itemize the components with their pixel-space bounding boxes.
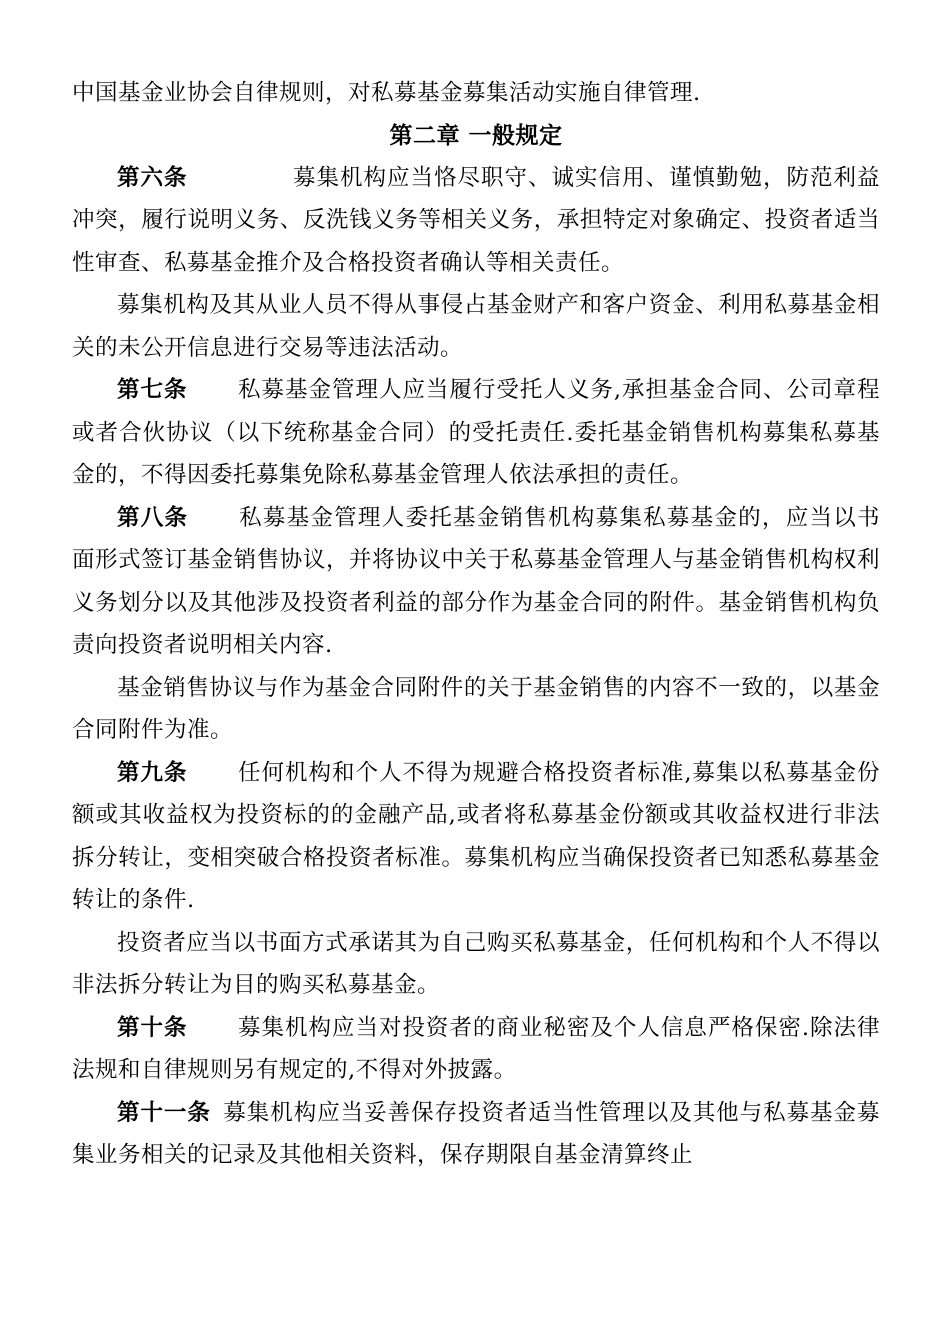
article-9-paragraph-1 [72,752,880,922]
article-9-number: 第九条 [117,759,188,786]
document-body [72,72,880,1177]
article-6-paragraph-1 [72,157,880,285]
article-6-number: 第六条 [117,164,188,191]
article-7-text-1: 私募基金管理人应当履行受托人义务,承担基金合同、公司章程或者合伙协议（以下统称基金合同）的受托责任.委托基金销售机构募集私募基金的，不得因委托募集免除私募基金管理人依法承担的责任。 [72,377,880,488]
article-11-number: 第十一条 [117,1099,211,1126]
article-6-text-1: 募集机构应当恪尽职守、诚实信用、谨慎勤勉，防范利益冲突，履行说明义务、反洗钱义务等相关义务，承担特定对象确定、投资者适当性审查、私募基金推介及合格投资者确认等相关责任。 [72,164,880,276]
article-10-paragraph-1 [72,1007,880,1092]
article-7-paragraph-1 [72,369,880,497]
article-10-text-1: 募集机构应当对投资者的商业秘密及个人信息严格保密.除法律法规和自律规则另有规定的,不得对外披露。 [72,1014,880,1083]
article-8-paragraph-1 [72,497,880,667]
intro-line: 中国基金业协会自律规则，对私募基金募集活动实施自律管理. [72,80,701,106]
article-8-number: 第八条 [117,504,189,531]
chapter-title: 第二章 一般规定 [389,122,563,149]
article-11-paragraph-1 [72,1092,880,1177]
article-11-text-1: 募集机构应当妥善保存投资者适当性管理以及其他与私募基金募集业务相关的记录及其他相关资料，保存期限自基金清算终止 [72,1099,880,1168]
article-10-number: 第十条 [117,1014,188,1041]
article-8-paragraph-2: 基金销售协议与作为基金合同附件的关于基金销售的内容不一致的，以基金合同附件为准。 [72,674,880,743]
article-6-paragraph-2: 募集机构及其从业人员不得从事侵占基金财产和客户资金、利用私募基金相关的未公开信息进行交易等违法活动。 [72,292,880,361]
article-7-number: 第七条 [117,377,188,403]
article-9-paragraph-2: 投资者应当以书面方式承诺其为自己购买私募基金，任何机构和个人不得以非法拆分转让为目的购买私募基金。 [72,929,880,998]
article-9-text-1: 任何机构和个人不得为规避合格投资者标准,募集以私募基金份额或其收益权为投资标的的金融产品,或者将私募基金份额或其收益权进行非法拆分转让，变相突破合格投资者标准。募集机构应当确保投资者已知悉私募基金转让的条件. [72,759,880,913]
article-8-text-1: 私募基金管理人委托基金销售机构募集私募基金的，应当以书面形式签订基金销售协议，并将协议中关于私募基金管理人与基金销售机构权利义务划分以及其他涉及投资者利益的部分作为基金合同的附件。基金销售机构负责向投资者说明相关内容. [72,504,880,658]
